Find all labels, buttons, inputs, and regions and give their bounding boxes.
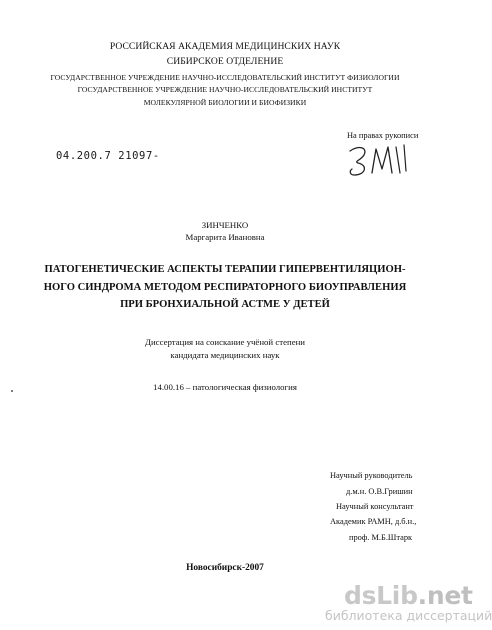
institute-molecular-line1: ГОСУДАРСТВЕННОЕ УЧРЕЖДЕНИЕ НАУЧНО-ИССЛЕДОВАТЕЛЬСКИЙ ИНСТИТУТ (77, 85, 373, 94)
specialty: 14.00.16 – патологическая физиология (153, 382, 297, 392)
academy-name: РОССИЙСКАЯ АКАДЕМИЯ МЕДИЦИНСКИХ НАУК (109, 41, 341, 52)
consultant-label: Научный консультант (336, 502, 414, 511)
registration-stamp: 04.200.7 21097- (56, 150, 160, 162)
dslib-subtitle: библиотека диссертаций (325, 608, 492, 623)
author-given-names: Маргарита Ивановна (185, 232, 265, 242)
supervisor-label: Научный руководитель (330, 471, 413, 480)
margin-speck (11, 390, 13, 392)
degree-line1: Диссертация на соискание учёной степени (144, 337, 306, 347)
supervisor-name: д.м.н. О.В.Гришин (346, 487, 413, 496)
manuscript-rights-note: На правах рукописи (347, 131, 419, 140)
institute-molecular-line2: МОЛЕКУЛЯРНОЙ БИОЛОГИИ И БИОФИЗИКИ (143, 98, 307, 107)
thesis-title-line3: ПРИ БРОНХИАЛЬНОЙ АСТМЕ У ДЕТЕЙ (120, 299, 330, 310)
author-surname: ЗИНЧЕНКО (201, 220, 249, 230)
institute-physiology: ГОСУДАРСТВЕННОЕ УЧРЕЖДЕНИЕ НАУЧНО-ИССЛЕДОВАТЕЛЬСКИЙ ИНСТИТУТ ФИЗИОЛОГИИ (50, 73, 400, 82)
consultant-title: Академик РАМН, д.б.н., (330, 517, 417, 526)
dslib-logo[interactable] (344, 581, 473, 610)
branch-name: СИБИРСКОЕ ОТДЕЛЕНИЕ (166, 56, 284, 67)
handwritten-signature (346, 139, 412, 181)
dslib-logo-tld: .net (417, 581, 473, 610)
thesis-title-line1: ПАТОГЕНЕТИЧЕСКИЕ АСПЕКТЫ ТЕРАПИИ ГИПЕРВЕНТИЛЯЦИОН- (44, 264, 406, 275)
consultant-name: проф. М.Б.Штарк (349, 533, 413, 542)
dslib-logo-main: dsLib (344, 581, 418, 610)
city-year: Новосибирск-2007 (186, 563, 264, 573)
degree-line2: кандидата медицинских наук (170, 350, 280, 360)
thesis-title-line2: НОГО СИНДРОМА МЕТОДОМ РЕСПИРАТОРНОГО БИОУПРАВЛЕНИЯ (43, 282, 407, 293)
